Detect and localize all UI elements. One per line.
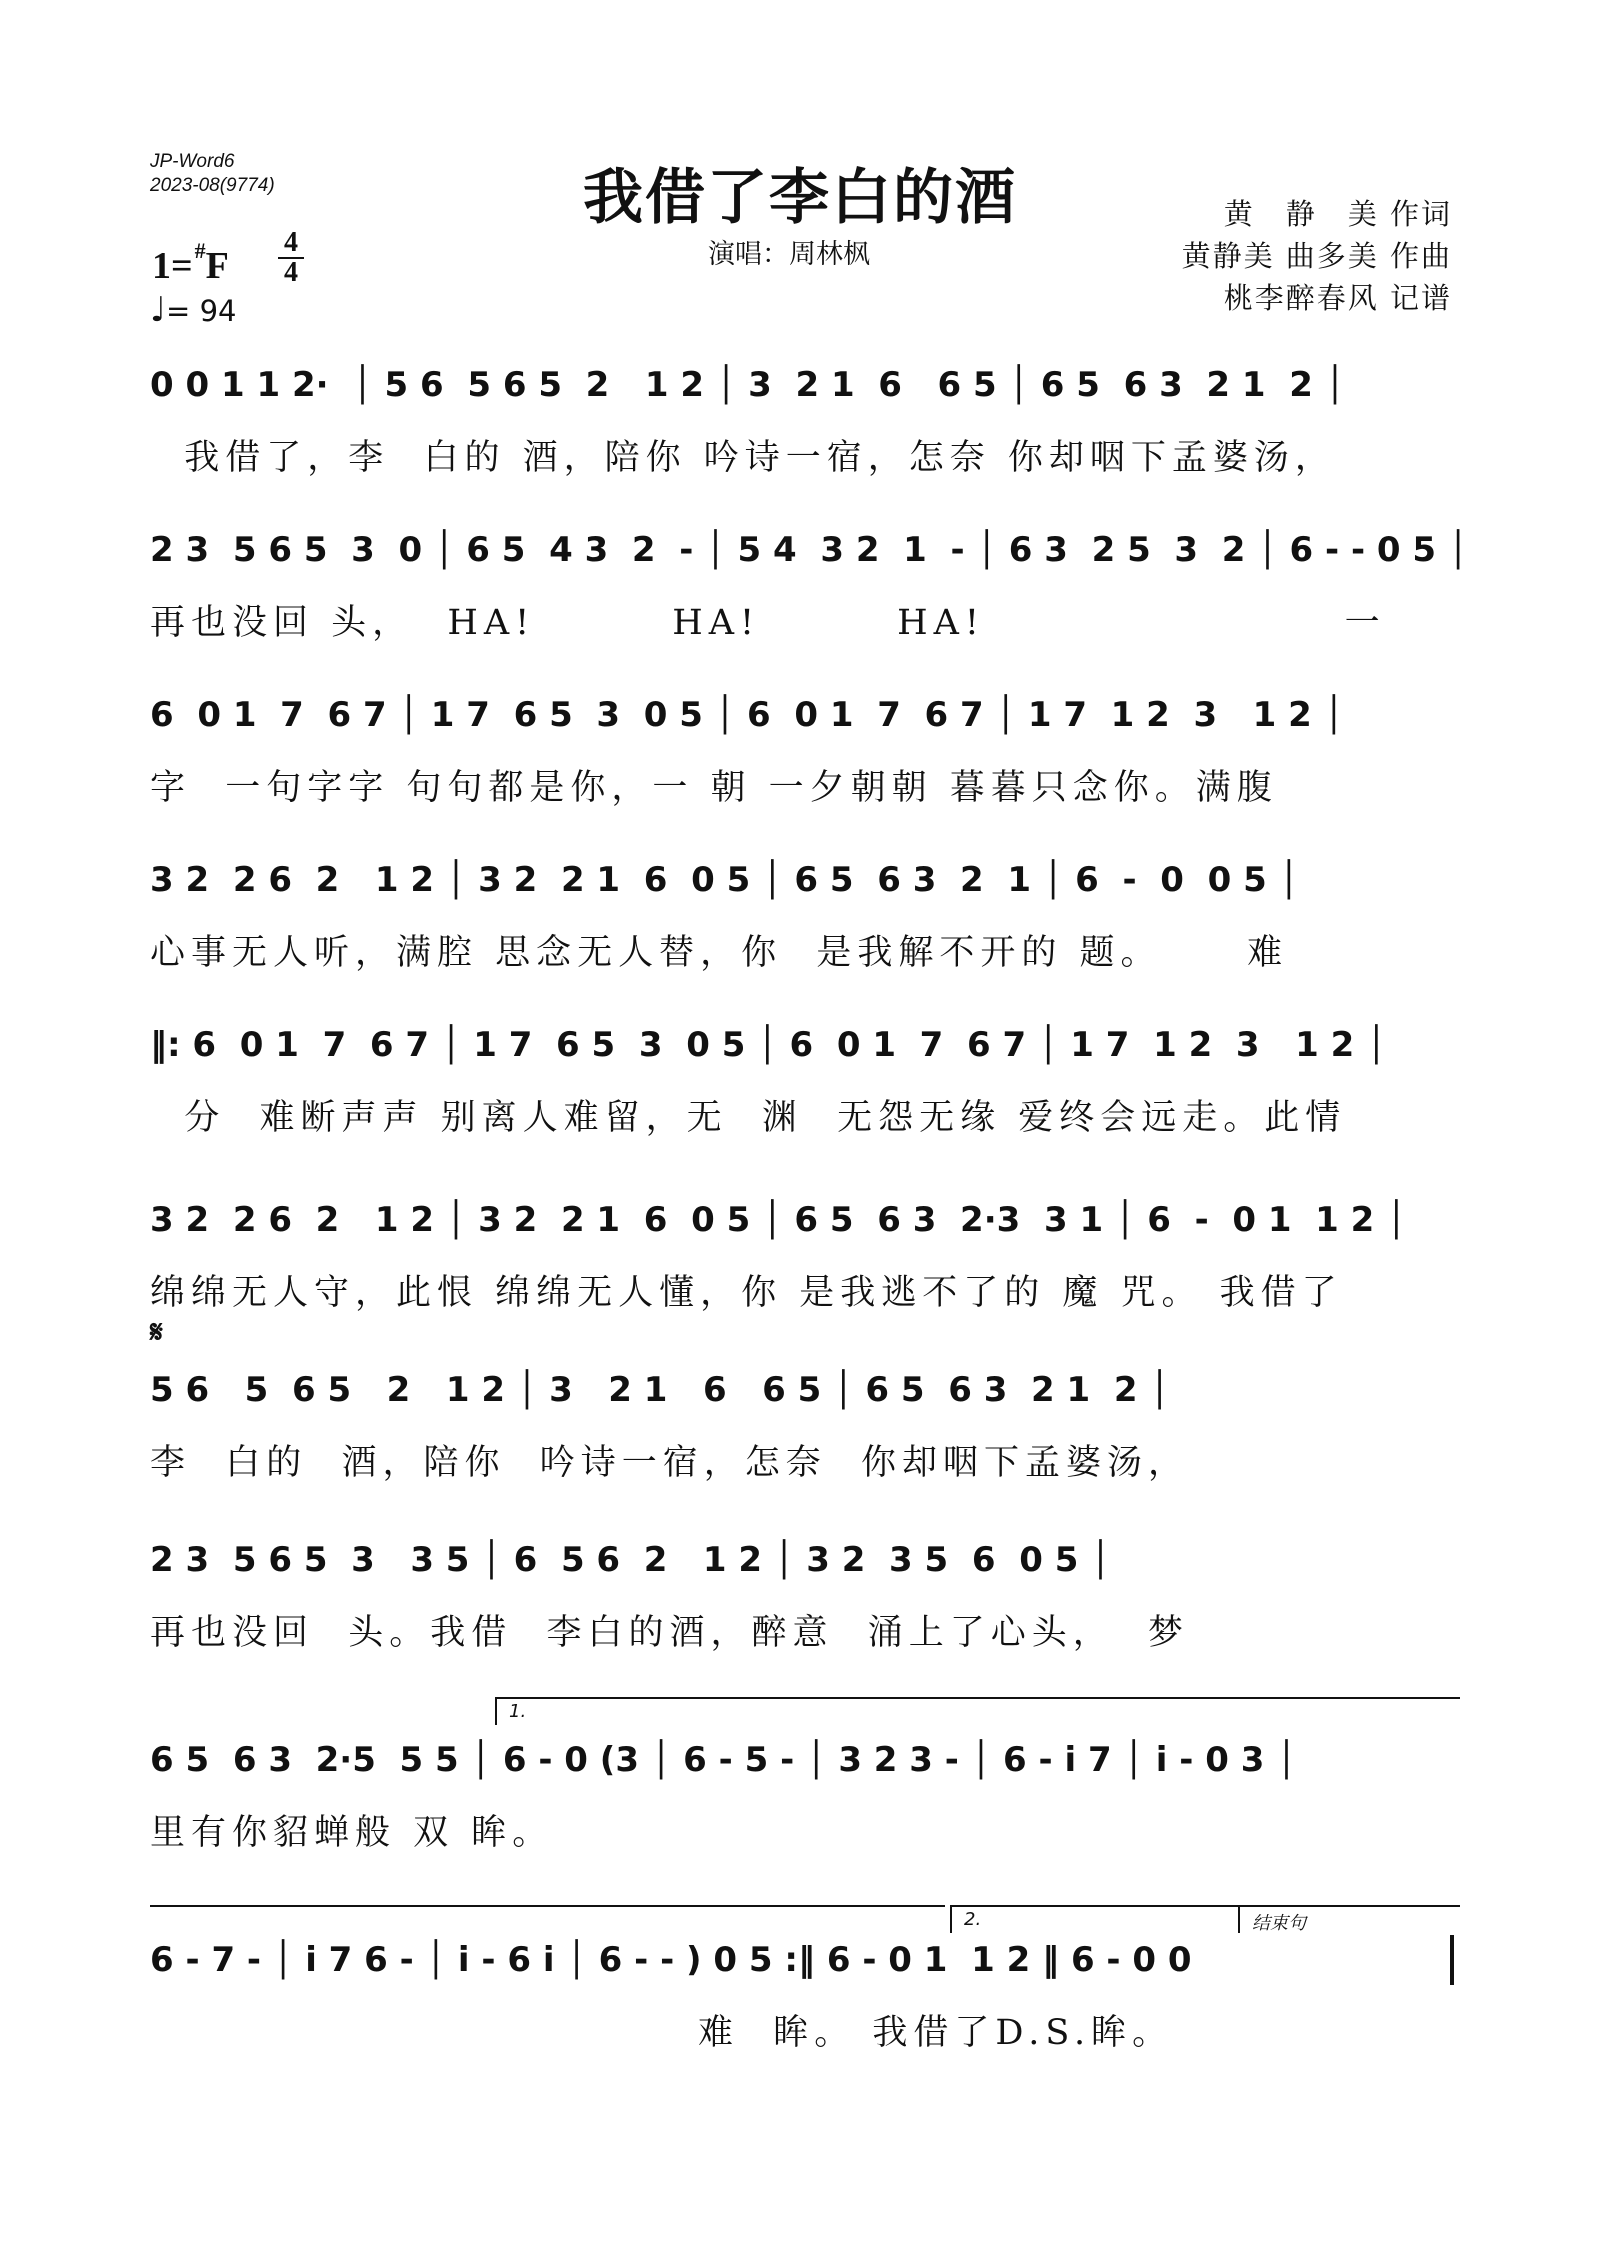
tempo-value: = 94 bbox=[166, 294, 237, 328]
notes-line: 3 2 2 6 2 1 2 │ 3 2 2 1 6 0 5 │ 6 5 6 3 2 1 │ 6 - 0 0 5 │ bbox=[150, 860, 1300, 900]
notes-line: 5 6 5 6 5 2 1 2 │ 3 2 1 6 6 5 │ 6 5 6 3 2 1 2 │ bbox=[150, 1370, 1170, 1410]
credit-composer: 黄静美 曲多美 作曲 bbox=[1181, 239, 1452, 273]
lyrics-line: 我借了，李 白的 酒，陪你 吟诗一宿，怎奈 你却咽下孟婆汤， bbox=[150, 438, 1336, 478]
ending-label: 结束句 bbox=[1252, 1913, 1306, 1934]
key-note: F bbox=[205, 245, 229, 287]
lyrics-line: 里有你貂蝉般 双 眸。 bbox=[150, 1813, 554, 1853]
quarter-note-icon: ♩ bbox=[150, 290, 167, 330]
lyrics-line: 字 一句字字 句句都是你，一 朝 一夕朝朝 暮暮只念你。满腹 bbox=[150, 768, 1278, 808]
sharp-sign: # bbox=[194, 238, 206, 263]
lyrics-line: 分 难断声声 别离人难留，无 渊 无怨无缘 爱终会远走。此情 bbox=[150, 1098, 1347, 1138]
volta-label: 2. bbox=[964, 1909, 982, 1930]
notes-line: 2 3 5 6 5 3 3 5 │ 6 5 6 2 1 2 │ 3 2 3 5 6 0 5 │ bbox=[150, 1540, 1111, 1580]
notes-line: 6 - 7 - │ i 7 6 - │ i - 6 i │ 6 - - ) 0 5 :‖ 6 - 0 1 1 2 ‖ 6 - 0 0 bbox=[150, 1940, 1192, 1980]
final-barline bbox=[1450, 1935, 1454, 1985]
software-name: JP-Word6 bbox=[150, 151, 235, 172]
lyrics-line: 再也没回 头， HA! HA! HA! 一 bbox=[150, 603, 1386, 643]
volta-label: 1. bbox=[509, 1701, 527, 1722]
ending-bracket bbox=[1238, 1905, 1460, 1933]
time-bottom: 4 bbox=[284, 257, 298, 288]
song-title: 我借了李白的酒 bbox=[583, 163, 1017, 233]
volta-bracket-1 bbox=[495, 1697, 1460, 1725]
volta-bracket-line bbox=[150, 1905, 945, 1933]
credit-transcriber: 桃李醉春风 记谱 bbox=[1223, 281, 1452, 315]
time-signature bbox=[278, 227, 304, 288]
notes-line: 2 3 5 6 5 3 0 │ 6 5 4 3 2 - │ 5 4 3 2 1 - │ 6 3 2 5 3 2 │ 6 - - 0 5 │ bbox=[150, 530, 1469, 570]
key-signature bbox=[152, 238, 229, 288]
lyrics-line: 再也没回 头。我借 李白的酒，醉意 涌上了心头， 梦 bbox=[150, 1613, 1190, 1653]
key-prefix: 1= bbox=[152, 245, 193, 287]
singer: 演唱：周林枫 bbox=[708, 239, 870, 270]
notes-line: 3 2 2 6 2 1 2 │ 3 2 2 1 6 0 5 │ 6 5 6 3 2·3 3 1 │ 6 - 0 1 1 2 │ bbox=[150, 1200, 1407, 1240]
notes-line: ‖: 6 0 1 7 6 7 │ 1 7 6 5 3 0 5 │ 6 0 1 7 6 7 │ 1 7 1 2 3 1 2 │ bbox=[150, 1025, 1387, 1065]
lyrics-line: 李 白的 酒，陪你 吟诗一宿，怎奈 你却咽下孟婆汤， bbox=[150, 1443, 1190, 1483]
notes-line: 0 0 1 1 2· │ 5 6 5 6 5 2 1 2 │ 3 2 1 6 6 5 │ 6 5 6 3 2 1 2 │ bbox=[150, 365, 1346, 405]
lyrics-line: 心事无人听，满腔 思念无人替，你 是我解不开的 题。 难 bbox=[150, 933, 1289, 973]
notes-line: 6 5 6 3 2·5 5 5 │ 6 - 0 (3 │ 6 - 5 - │ 3 2 3 - │ 6 - i 7 │ i - 0 3 │ bbox=[150, 1740, 1297, 1780]
tempo-marking bbox=[150, 290, 236, 330]
lyrics-line: 绵绵无人守，此恨 绵绵无人懂，你 是我逃不了的 魔 咒。 我借了 bbox=[150, 1273, 1343, 1313]
lyrics-line: 难 眸。 我借了D.S.眸。 bbox=[150, 2013, 1174, 2053]
notes-line: 6 0 1 7 6 7 │ 1 7 6 5 3 0 5 │ 6 0 1 7 6 7 │ 1 7 1 2 3 1 2 │ bbox=[150, 695, 1345, 735]
software-version: 2023-08(9774) bbox=[150, 175, 275, 196]
segno-icon: 𝄋 bbox=[150, 1315, 163, 1350]
credit-lyricist: 黄 静 美 作词 bbox=[1223, 197, 1452, 231]
time-top: 4 bbox=[284, 227, 298, 258]
